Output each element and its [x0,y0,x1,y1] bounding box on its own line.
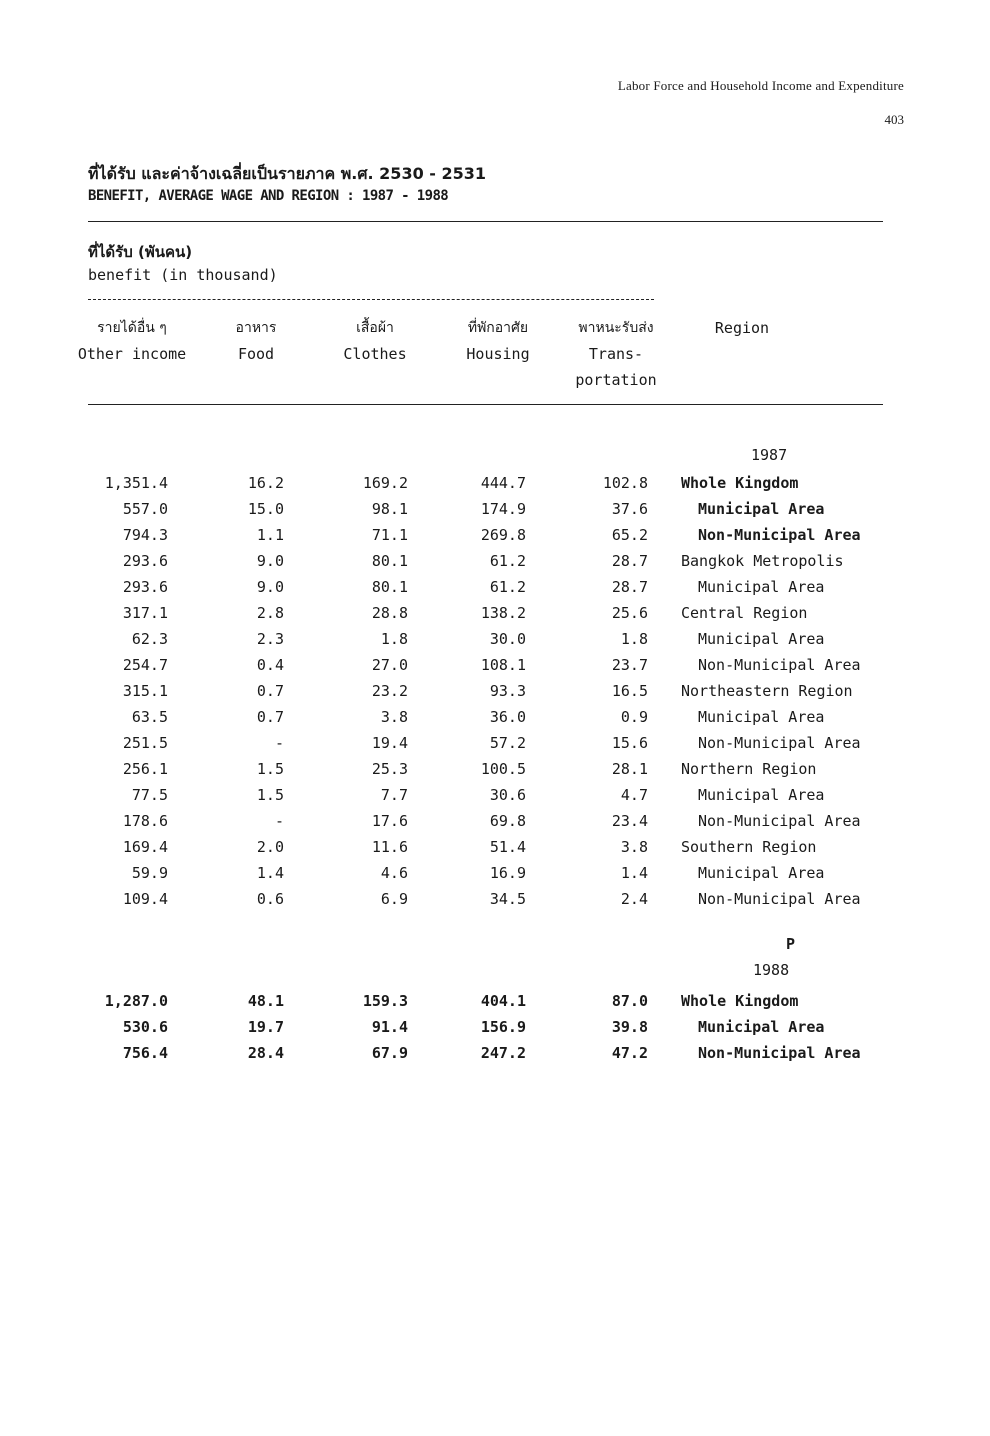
cell-food: 16.2 [247,474,284,492]
cell-other-income: 1,351.4 [104,474,168,492]
cell-transportation: 28.1 [611,760,648,778]
cell-food: 28.4 [247,1044,284,1062]
cell-housing: 156.9 [480,1018,526,1036]
column-header-transportation [564,315,668,393]
column-group-rule [88,299,654,300]
cell-housing: 444.7 [480,474,526,492]
cell-other-income: 756.4 [122,1044,168,1062]
cell-region: Municipal Area [698,1018,825,1036]
cell-food: - [274,812,284,830]
cell-food: 0.6 [256,890,284,908]
cell-other-income: 109.4 [122,890,168,908]
unit-label-english: benefit (in thousand) [88,266,278,284]
cell-housing: 30.0 [489,630,526,648]
cell-clothes: 25.3 [371,760,408,778]
cell-housing: 138.2 [480,604,526,622]
cell-housing: 69.8 [489,812,526,830]
section-year-1987: 1987 [751,446,788,464]
cell-other-income: 178.6 [122,812,168,830]
cell-transportation: 87.0 [611,992,648,1010]
cell-food: 48.1 [247,992,284,1010]
cell-transportation: 4.7 [620,786,648,804]
page-number: 403 [884,112,904,127]
cell-food: 2.3 [256,630,284,648]
cell-other-income: 59.9 [131,864,168,882]
table-title-thai: ที่ได้รับ และค่าจ้างเฉลี่ยเป็นรายภาค พ.ศ. 2530 - 2531 [88,164,487,183]
cell-other-income: 251.5 [122,734,168,752]
cell-other-income: 557.0 [122,500,168,518]
column-header-english: Housing [466,345,530,363]
cell-clothes: 80.1 [371,578,408,596]
cell-food: 1.5 [256,786,284,804]
column-header-housing [449,315,547,367]
cell-housing: 108.1 [480,656,526,674]
cell-other-income: 1,287.0 [104,992,168,1010]
column-header-english: Other income [77,345,187,363]
cell-housing: 404.1 [480,992,526,1010]
cell-region: Non-Municipal Area [698,656,861,674]
cell-clothes: 6.9 [380,890,408,908]
cell-clothes: 1.8 [380,630,408,648]
cell-housing: 174.9 [480,500,526,518]
cell-food: 2.8 [256,604,284,622]
cell-other-income: 315.1 [122,682,168,700]
cell-food: 2.0 [256,838,284,856]
cell-region: Municipal Area [698,864,825,882]
cell-region: Non-Municipal Area [698,1044,861,1062]
cell-transportation: 47.2 [611,1044,648,1062]
cell-food: 0.7 [256,682,284,700]
cell-clothes: 80.1 [371,552,408,570]
cell-region: Southern Region [681,838,817,856]
cell-transportation: 3.8 [620,838,648,856]
cell-other-income: 169.4 [122,838,168,856]
cell-clothes: 3.8 [380,708,408,726]
cell-region: Non-Municipal Area [698,890,861,908]
cell-transportation: 2.4 [620,890,648,908]
cell-region: Non-Municipal Area [698,734,861,752]
cell-region: Bangkok Metropolis [681,552,844,570]
cell-housing: 34.5 [489,890,526,908]
top-rule [88,221,883,222]
cell-region: Northern Region [681,760,817,778]
unit-label-thai: ที่ได้รับ (พันคน) [88,243,193,261]
cell-region: Municipal Area [698,708,825,726]
cell-food: 15.0 [247,500,284,518]
cell-other-income: 62.3 [131,630,168,648]
cell-housing: 57.2 [489,734,526,752]
column-header-food [214,315,298,367]
cell-housing: 247.2 [480,1044,526,1062]
cell-transportation: 28.7 [611,552,648,570]
cell-clothes: 67.9 [371,1044,408,1062]
cell-housing: 36.0 [489,708,526,726]
cell-region: Northeastern Region [681,682,853,700]
cell-clothes: 23.2 [371,682,408,700]
column-header-thai: เสื้อผ้า [356,320,394,336]
cell-clothes: 19.4 [371,734,408,752]
cell-region: Municipal Area [698,578,825,596]
cell-transportation: 102.8 [602,474,648,492]
cell-other-income: 63.5 [131,708,168,726]
cell-clothes: 11.6 [371,838,408,856]
cell-food: 19.7 [247,1018,284,1036]
cell-other-income: 256.1 [122,760,168,778]
cell-transportation: 0.9 [620,708,648,726]
cell-food: 9.0 [256,578,284,596]
cell-region: Whole Kingdom [681,992,799,1010]
cell-housing: 93.3 [489,682,526,700]
cell-transportation: 25.6 [611,604,648,622]
cell-other-income: 293.6 [122,578,168,596]
column-header-english: Clothes [343,345,407,363]
column-header-english-line2: portation [575,371,657,389]
cell-housing: 61.2 [489,578,526,596]
cell-transportation: 37.6 [611,500,648,518]
cell-transportation: 23.4 [611,812,648,830]
column-header-thai: ที่พักอาศัย [467,320,529,336]
cell-food: 1.4 [256,864,284,882]
cell-housing: 51.4 [489,838,526,856]
cell-clothes: 98.1 [371,500,408,518]
cell-region: Non-Municipal Area [698,812,861,830]
cell-transportation: 28.7 [611,578,648,596]
column-header-english: Food [237,345,275,363]
cell-region: Municipal Area [698,500,825,518]
running-head: Labor Force and Household Income and Expenditure [617,78,904,93]
section-year-1988: 1988 [753,961,790,979]
cell-food: 0.7 [256,708,284,726]
cell-transportation: 1.4 [620,864,648,882]
cell-food: 1.5 [256,760,284,778]
cell-clothes: 91.4 [371,1018,408,1036]
preliminary-mark: P [786,935,796,953]
cell-transportation: 23.7 [611,656,648,674]
cell-housing: 100.5 [480,760,526,778]
cell-other-income: 530.6 [122,1018,168,1036]
cell-housing: 16.9 [489,864,526,882]
cell-region: Whole Kingdom [681,474,799,492]
cell-other-income: 293.6 [122,552,168,570]
column-header-thai: พาหนะรับส่ง [578,320,654,336]
column-header-region: Region [714,319,770,337]
cell-clothes: 159.3 [362,992,408,1010]
cell-region: Non-Municipal Area [698,526,861,544]
header-bottom-rule [88,404,883,405]
cell-transportation: 15.6 [611,734,648,752]
cell-housing: 30.6 [489,786,526,804]
cell-transportation: 16.5 [611,682,648,700]
column-header-clothes [325,315,425,367]
cell-food: - [274,734,284,752]
column-header-english: Trans- [588,345,644,363]
cell-region: Municipal Area [698,786,825,804]
cell-transportation: 39.8 [611,1018,648,1036]
cell-other-income: 77.5 [131,786,168,804]
cell-food: 1.1 [256,526,284,544]
column-header-thai: รายได้อื่น ๆ [97,320,167,336]
cell-food: 0.4 [256,656,284,674]
cell-clothes: 27.0 [371,656,408,674]
cell-clothes: 71.1 [371,526,408,544]
cell-housing: 269.8 [480,526,526,544]
column-header-other-income [72,315,192,367]
cell-food: 9.0 [256,552,284,570]
cell-clothes: 17.6 [371,812,408,830]
cell-region: Central Region [681,604,808,622]
column-header-thai: อาหาร [235,320,277,336]
cell-other-income: 254.7 [122,656,168,674]
cell-transportation: 65.2 [611,526,648,544]
cell-clothes: 28.8 [371,604,408,622]
cell-clothes: 169.2 [362,474,408,492]
table-title-english: BENEFIT, AVERAGE WAGE AND REGION : 1987 - 1988 [88,188,449,204]
cell-region: Municipal Area [698,630,825,648]
cell-other-income: 317.1 [122,604,168,622]
cell-housing: 61.2 [489,552,526,570]
cell-clothes: 4.6 [380,864,408,882]
cell-transportation: 1.8 [620,630,648,648]
cell-other-income: 794.3 [122,526,168,544]
cell-clothes: 7.7 [380,786,408,804]
